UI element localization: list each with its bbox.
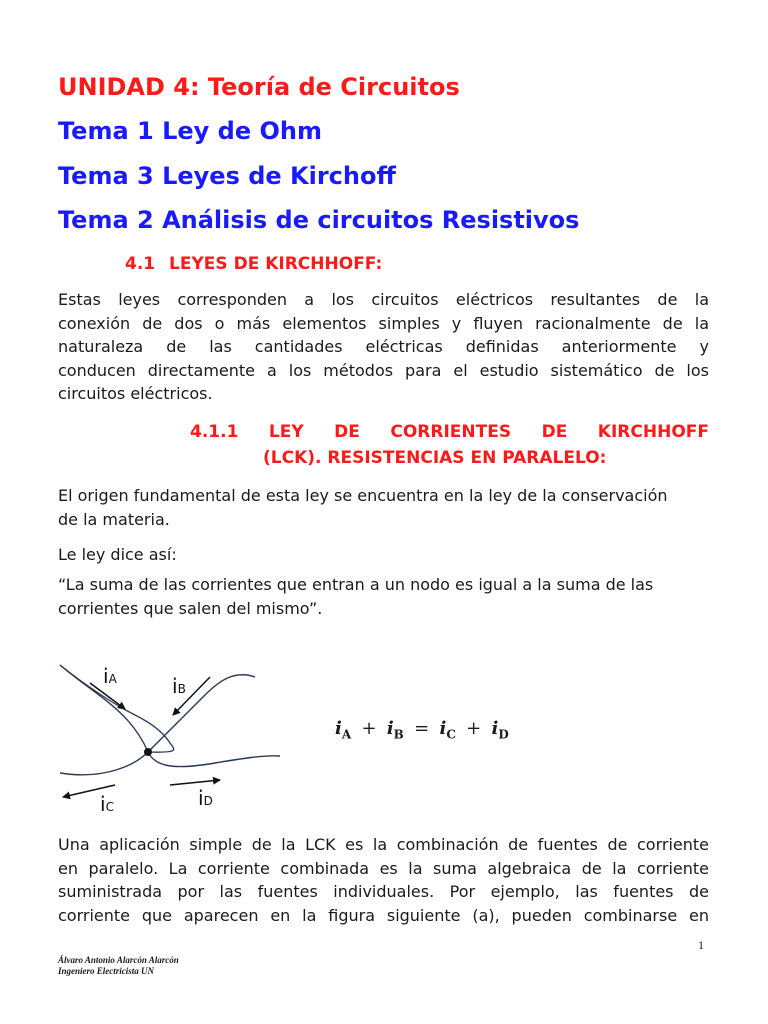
origin-line: El origen fundamental de esta ley se encuentra en la ley de la conservación xyxy=(58,486,668,505)
application-line: en paralelo. La corriente combinada es la suma algebraica de la corriente xyxy=(58,858,709,878)
application-line: Una aplicación simple de la LCK es la combinación de fuentes de corriente xyxy=(58,835,709,854)
formula-operator: + xyxy=(466,718,482,739)
formula-sub: A xyxy=(341,727,352,742)
label-ia: iA xyxy=(103,664,117,688)
formula-sub: C xyxy=(446,727,456,742)
subsection-line-1: 4.1.1 LEY DE CORRIENTES DE KIRCHHOFF xyxy=(190,422,709,442)
application-line: suministrada por las fuentes individuales. Por ejemplo, las fuentes de xyxy=(58,882,709,901)
wire-d-path xyxy=(148,752,280,767)
formula-term: i xyxy=(439,718,447,739)
subsection-heading xyxy=(190,419,709,471)
topic-1-title: Tema 1 Ley de Ohm xyxy=(58,117,322,145)
label-ic: iC xyxy=(100,792,114,816)
intro-line: conexión de dos o más elementos simples y fluyen racionalmente de la xyxy=(58,313,709,333)
wire-c-path xyxy=(60,752,148,775)
application-paragraph xyxy=(58,833,709,927)
arrow-c xyxy=(63,785,115,797)
label-id: iD xyxy=(198,786,213,810)
origin-paragraph xyxy=(58,484,709,531)
application-line: corriente que aparecen en la figura siguiente (a), pueden combinarse en xyxy=(58,905,709,925)
formula-sub: D xyxy=(498,727,509,742)
page-number: 1 xyxy=(698,938,704,952)
quote-line: “La suma de las corrientes que entran a un nodo es igual a la suma de las xyxy=(58,575,654,594)
intro-line: conducen directamente a los métodos para el estudio sistemático de los xyxy=(58,360,709,380)
law-intro: Le ley dice así: xyxy=(58,545,177,564)
origin-line: de la materia. xyxy=(58,509,170,529)
section-heading xyxy=(125,254,382,274)
section-title: LEYES DE KIRCHHOFF: xyxy=(169,254,383,274)
intro-paragraph xyxy=(58,288,709,406)
node-dot xyxy=(144,748,152,756)
label-ib: iB xyxy=(172,674,186,698)
topic-2-title: Tema 2 Análisis de circuitos Resistivos xyxy=(58,206,580,234)
kcl-formula xyxy=(335,718,509,742)
footer xyxy=(58,955,179,977)
footer-author: Álvaro Antonio Alarcón Alarcón xyxy=(58,955,179,965)
footer-role: Ingeniero Electricista UN xyxy=(58,966,154,976)
intro-line: circuitos eléctricos. xyxy=(58,384,213,403)
formula-term: i xyxy=(335,718,342,739)
intro-line: naturaleza de las cantidades eléctricas definidas anteriormente y xyxy=(58,337,709,356)
formula-equals: = xyxy=(414,718,430,739)
intro-line: Estas leyes corresponden a los circuitos eléctricos resultantes de la xyxy=(58,290,709,309)
formula-term: i xyxy=(386,718,394,739)
kcl-node-figure xyxy=(55,655,295,820)
formula-operator: + xyxy=(361,718,377,739)
section-number: 4.1 xyxy=(125,254,156,274)
formula-sub: B xyxy=(393,727,404,742)
topic-3-title: Tema 3 Leyes de Kirchoff xyxy=(58,162,396,190)
subsection-line-2: (LCK). RESISTENCIAS EN PARALELO: xyxy=(263,448,607,468)
arrow-d xyxy=(170,780,220,785)
unit-title: UNIDAD 4: Teoría de Circuitos xyxy=(58,73,460,101)
law-quote xyxy=(58,573,709,620)
quote-line: corrientes que salen del mismo”. xyxy=(58,598,323,618)
formula-term: i xyxy=(491,718,499,739)
